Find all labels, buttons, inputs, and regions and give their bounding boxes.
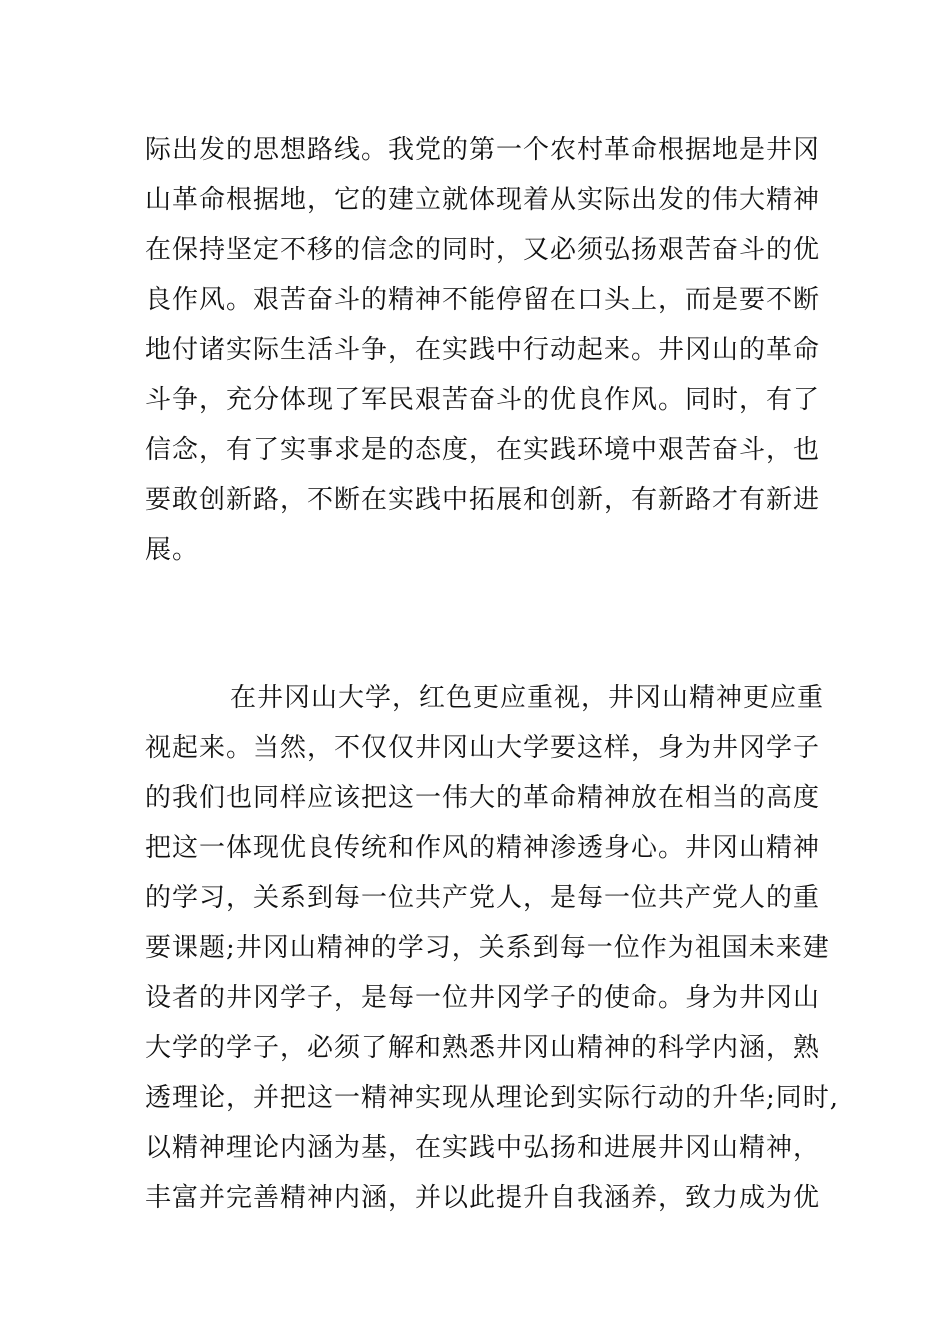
- paragraph-line: 展。: [145, 535, 200, 565]
- paragraph-line: 际出发的思想路线。我党的第一个农村革命根据地是井冈: [145, 135, 821, 165]
- paragraph-line: 大学的学子，必须了解和熟悉井冈山精神的科学内涵，熟: [145, 1033, 821, 1063]
- paragraph-line: 地付诸实际生活斗争，在实践中行动起来。井冈山的革命: [145, 335, 821, 365]
- paragraph-line: 的学习，关系到每一位共产党人，是每一位共产党人的重: [145, 883, 821, 913]
- paragraph-line: 以精神理论内涵为基，在实践中弘扬和进展井冈山精神，: [145, 1133, 821, 1163]
- paragraph-line: 透理论，并把这一精神实现从理论到实际行动的升华;同时,: [145, 1083, 840, 1113]
- paragraph-line: 良作风。艰苦奋斗的精神不能停留在口头上，而是要不断: [145, 285, 821, 315]
- paragraph-line: 把这一体现优良传统和作风的精神渗透身心。井冈山精神: [145, 833, 821, 863]
- paragraph-line: 视起来。当然，不仅仅井冈山大学要这样，身为井冈学子: [145, 733, 821, 763]
- paragraph-line: 在保持坚定不移的信念的同时，又必须弘扬艰苦奋斗的优: [145, 235, 821, 265]
- paragraph-line: 斗争，充分体现了军民艰苦奋斗的优良作风。同时，有了: [145, 385, 821, 415]
- paragraph-line: 要敢创新路，不断在实践中拓展和创新，有新路才有新进: [145, 485, 821, 515]
- paragraph-line: 设者的井冈学子，是每一位井冈学子的使命。身为井冈山: [145, 983, 821, 1013]
- paragraph-line: 要课题;井冈山精神的学习，关系到每一位作为祖国未来建: [145, 933, 830, 963]
- paragraph-line: 在井冈山大学，红色更应重视，井冈山精神更应重: [230, 683, 825, 713]
- paragraph-line: 山革命根据地，它的建立就体现着从实际出发的伟大精神: [145, 185, 821, 215]
- paragraph-line: 信念，有了实事求是的态度，在实践环境中艰苦奋斗，也: [145, 435, 821, 465]
- paragraph-line: 丰富并完善精神内涵，并以此提升自我涵养，致力成为优: [145, 1183, 821, 1213]
- paragraph-line: 的我们也同样应该把这一伟大的革命精神放在相当的高度: [145, 783, 821, 813]
